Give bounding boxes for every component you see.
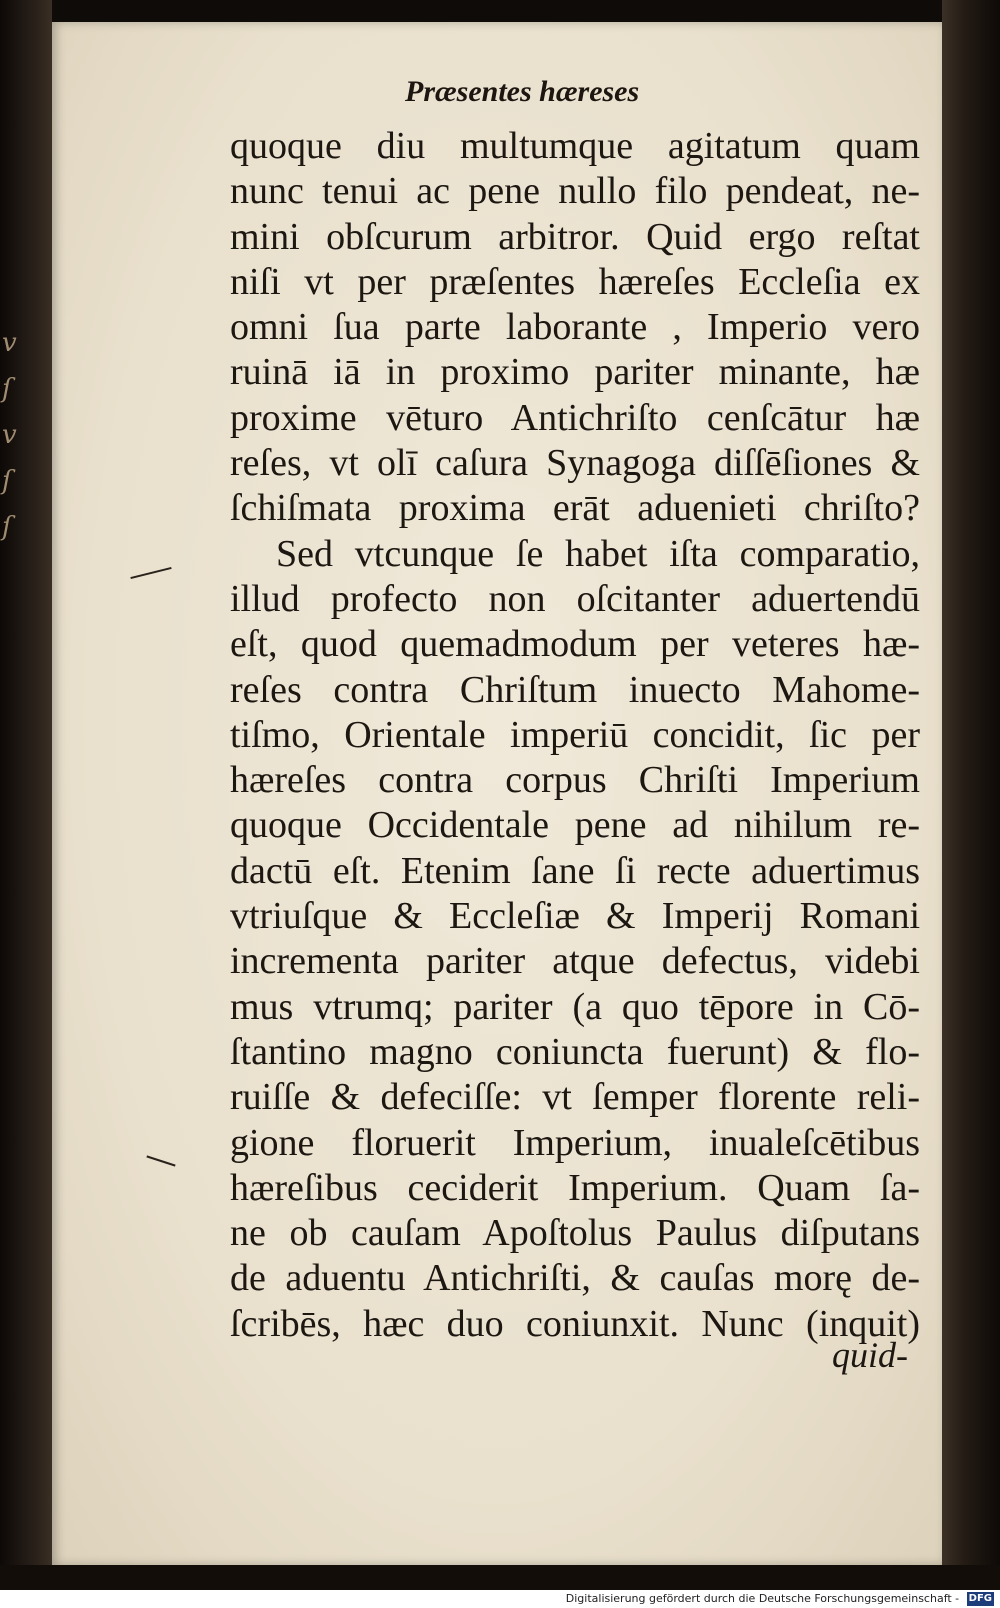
text-line: illud profecto non oſcitanter aduertendū	[230, 577, 920, 620]
text-line: quoque diu multumque agitatum quam	[230, 125, 920, 167]
paragraph-start-line: Sed vtcunque ſe habet iſta comparatio,	[276, 532, 920, 575]
text-line: ruinā iā in proximo pariter minante, hæ	[230, 351, 920, 394]
text-line: de aduentu Antichriſti, & cauſas morę de-	[230, 1257, 920, 1300]
bleed-char: v	[2, 420, 17, 450]
text-line: quoque Occidentale pene ad nihilum re-	[230, 804, 920, 847]
running-header: Præsentes hæreses	[405, 75, 640, 108]
scan-bottom-edge	[0, 1565, 1000, 1590]
text-line: dactū eſt. Etenim ſane ſi recte aduertimus	[230, 849, 920, 892]
text-line: incrementa pariter atque defectus, videbi	[230, 940, 920, 983]
text-line: ſchiſmata proxima erāt aduenieti chriſto?	[230, 487, 920, 530]
body-text	[230, 124, 920, 1347]
credit-text: Digitalisierung gefördert durch die Deutsche Forschungsgemeinschaft -	[565, 1592, 960, 1605]
scan-right-edge	[942, 0, 1000, 1590]
text-line: reſes contra Chriſtum inuecto Mahome-	[230, 668, 920, 711]
text-line: mus vtrumq; pariter (a quo tēpore in Cō-	[230, 985, 920, 1028]
scan-left-edge	[0, 0, 52, 1590]
text-line: ſcribēs, hæc duo coniunxit. Nunc (inquit)	[230, 1302, 920, 1345]
bleed-char: ſ	[2, 374, 12, 404]
text-line: ne ob cauſam Apoſtolus Paulus diſputans	[230, 1212, 920, 1255]
bleed-char: ſ	[2, 512, 12, 542]
catchword: quid-	[832, 1335, 908, 1375]
text-line: niſi vt per præſentes hæreſes Eccleſia ex	[230, 260, 920, 303]
dfg-logo: DFG	[968, 1593, 992, 1604]
text-line: ſtantino magno coniuncta fuerunt) & flo-	[230, 1030, 920, 1073]
digitization-credit	[566, 1590, 994, 1608]
text-line: omni ſua parte laborante , Imperio vero	[230, 306, 920, 349]
text-line: nunc tenui ac pene nullo filo pendeat, ne-	[230, 170, 920, 213]
text-line: mini obſcurum arbitror. Quid ergo reſtat	[230, 215, 920, 258]
text-line: vtriuſque & Eccleſiæ & Imperij Romani	[230, 895, 920, 938]
text-line: proxime vēturo Antichriſto cenſcātur hæ	[230, 396, 920, 439]
text-line: hæreſes contra corpus Chriſti Imperium	[230, 759, 920, 802]
text-line: ruiſſe & defeciſſe: vt ſemper florente reli-	[230, 1076, 920, 1119]
text-line: reſes, vt olī caſura Synagoga diſſēſiones &	[230, 442, 920, 485]
bleed-char: ſ	[2, 466, 12, 496]
text-line: hæreſibus ceciderit Imperium. Quam ſa-	[230, 1166, 920, 1209]
scan-top-edge	[0, 0, 1000, 22]
bleed-char: v	[2, 328, 17, 358]
text-line: eſt, quod quemadmodum per veteres hæ-	[230, 623, 920, 666]
facing-page-bleed	[2, 320, 52, 550]
text-line: gione floruerit Imperium, inualeſcētibus	[230, 1121, 920, 1164]
text-line: tiſmo, Orientale imperiū concidit, ſic per	[230, 713, 920, 756]
